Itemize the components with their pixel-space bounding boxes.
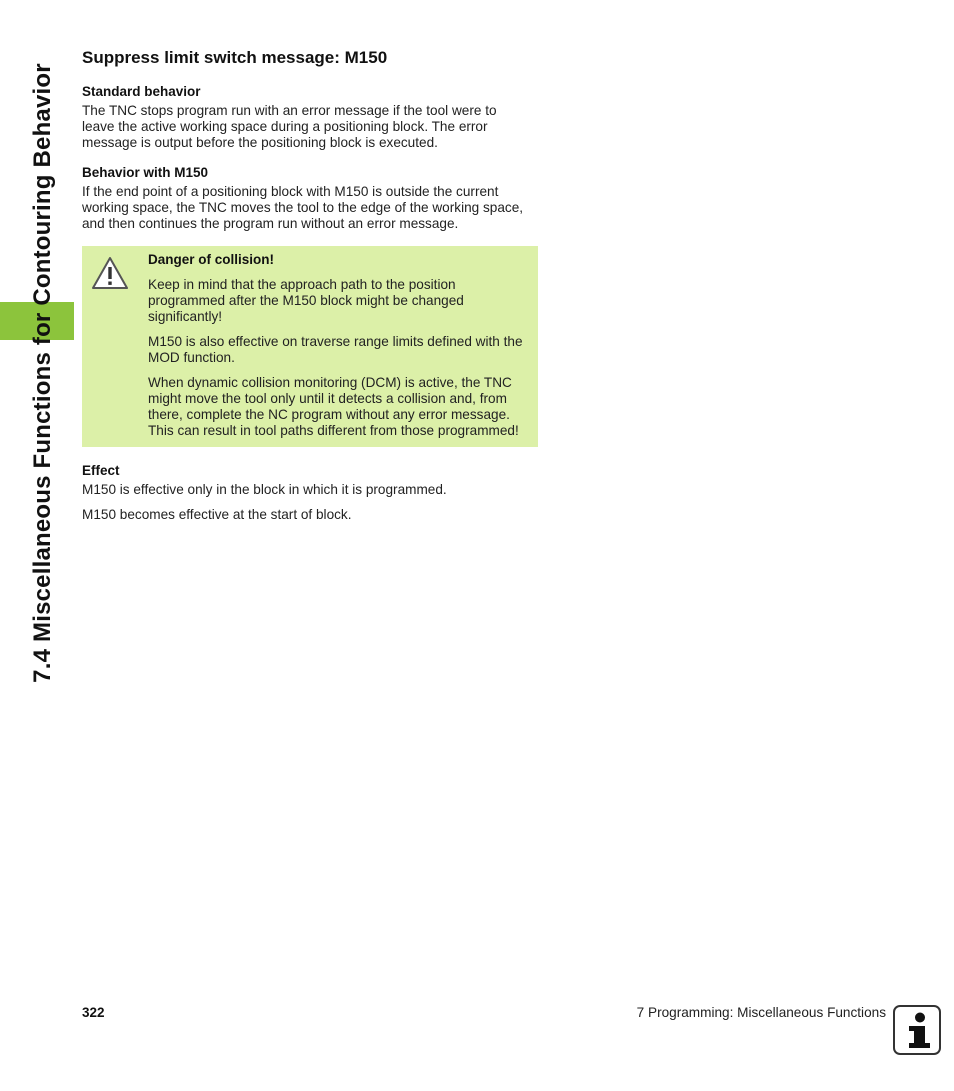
m150-behavior-text: If the end point of a positioning block with M150 is outside the current working space, the TNC moves the tool to the edge of the working space, and then continues the program run without an error message. <box>82 184 524 231</box>
standard-behavior-text: The TNC stops program run with an error message if the tool were to leave the active working space during a positioning block. The error message is output before the positioning block is executed. <box>82 103 497 150</box>
main-content <box>82 48 528 537</box>
warning-title: Danger of collision! <box>148 252 275 267</box>
collision-warning-box <box>82 246 538 447</box>
warning-paragraph: When dynamic collision monitoring (DCM) is active, the TNC might move the tool only until it detects a collision and, from there, complete the NC program without any error message. This can result in tool paths different from those programmed! <box>148 375 519 438</box>
section-title: Suppress limit switch message: M150 <box>82 48 388 67</box>
chapter-footer-title: 7 Programming: Miscellaneous Functions <box>636 1005 886 1020</box>
effect-paragraph: M150 is effective only in the block in which it is programmed. <box>82 482 447 497</box>
effect-heading: Effect <box>82 463 120 478</box>
warning-paragraph: Keep in mind that the approach path to the position programmed after the M150 block might be changed significantly! <box>148 277 464 324</box>
standard-behavior-heading: Standard behavior <box>82 84 201 99</box>
chapter-side-title: 7.4 Miscellaneous Functions for Contouring Behavior <box>29 63 56 683</box>
warning-paragraph: M150 is also effective on traverse range limits defined with the MOD function. <box>148 334 523 365</box>
effect-paragraph: M150 becomes effective at the start of block. <box>82 507 352 522</box>
info-icon[interactable] <box>893 1005 941 1055</box>
m150-behavior-heading: Behavior with M150 <box>82 165 209 180</box>
warning-triangle-icon <box>91 256 129 290</box>
page-number: 322 <box>82 1005 105 1020</box>
